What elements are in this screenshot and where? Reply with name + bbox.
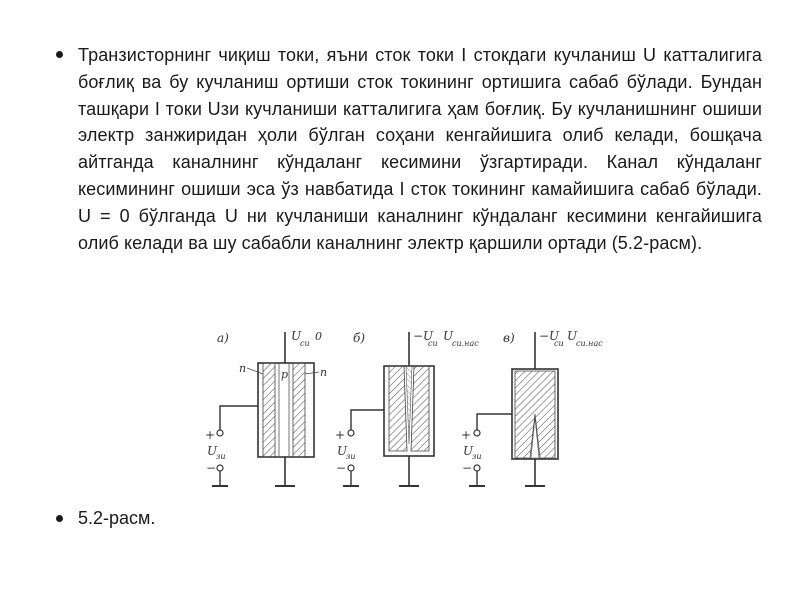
panel-b-top-label2: U bbox=[443, 329, 454, 343]
panel-b-u-label: U bbox=[337, 444, 348, 458]
bullet-item-paragraph bbox=[52, 42, 762, 256]
body-paragraph: Транзисторнинг чиқиш токи, яъни сток токи I стокдаги кучланиш U катталигига боғлиқ ва бу кучланиш ортиши сток токининг ортишига сабаб бўлади. Бундан ташқари I токи Uзи кучланиши катталигига ҳам боғлиқ. Бу кучланишнинг ошиши электр занжиридан ҳоли бўлган соҳани кенгайишига олиб келади, бошқача айтганда каналнинг кўндаланг кесимини ўзгартиради. Канал кўндаланг кесимининг ошиши эса ўз навбатида I сток токининг камайишига сабаб бўлади. U = 0 бўлганда U ни кучланиши каналнинг кўндаланг кесимини кенгайишига олиб келади ва шу сабабли каналнинг электр қаршили ортади (5.2-расм). bbox=[78, 45, 762, 253]
panel-c-gate-terminal-icon bbox=[474, 430, 480, 436]
panel-b-plus: + bbox=[335, 428, 346, 442]
panel-a-left-depletion bbox=[263, 363, 275, 457]
panel-b-top-sub: си bbox=[428, 339, 438, 348]
panel-c-gate-wire bbox=[477, 414, 512, 430]
panel-a-letter: a) bbox=[217, 331, 229, 345]
transistor-diagram bbox=[195, 326, 615, 496]
panel-c-top-sub: си bbox=[554, 339, 564, 348]
panel-b-left-depletion bbox=[389, 366, 407, 451]
panel-b-letter: б) bbox=[353, 331, 366, 345]
panel-a-right-n: n bbox=[320, 366, 328, 379]
panel-a-top-label: U bbox=[291, 329, 302, 343]
panel-c-minus: − bbox=[462, 461, 473, 475]
figure-5-2 bbox=[195, 326, 615, 496]
bullet-item-caption bbox=[52, 506, 155, 530]
panel-a-source-terminal-icon bbox=[217, 465, 223, 471]
panel-a-center-p: p bbox=[281, 368, 289, 381]
panel-a-u-sub: зи bbox=[216, 452, 226, 461]
panel-b-minus: − bbox=[336, 461, 347, 475]
panel-b-u-sub: зи bbox=[346, 452, 356, 461]
panel-a bbox=[205, 329, 327, 486]
panel-a-minus: − bbox=[206, 461, 217, 475]
panel-a-plus: + bbox=[205, 428, 216, 442]
bullet-dot-icon bbox=[56, 515, 63, 522]
panel-a-left-n: n bbox=[239, 362, 247, 375]
panel-b-top-sub2: си.нас bbox=[452, 339, 479, 348]
panel-b-top-label: −U bbox=[413, 329, 434, 343]
panel-a-gate-wire bbox=[220, 406, 258, 430]
bullet-list bbox=[52, 42, 762, 256]
bullet-dot-icon bbox=[56, 51, 63, 58]
panel-a-top-value: 0 bbox=[315, 330, 322, 343]
panel-b-gate-terminal-icon bbox=[348, 430, 354, 436]
panel-c-top-label: −U bbox=[539, 329, 560, 343]
panel-c-u-label: U bbox=[463, 444, 474, 458]
panel-c-plus: + bbox=[461, 428, 472, 442]
panel-a-top-sub: си bbox=[300, 339, 310, 348]
panel-b-right-depletion bbox=[411, 366, 429, 451]
panel-c-top-label2: U bbox=[567, 329, 578, 343]
panel-c-u-sub: зи bbox=[472, 452, 482, 461]
panel-b bbox=[335, 329, 479, 486]
panel-c-source-terminal-icon bbox=[474, 465, 480, 471]
panel-c-letter: в) bbox=[503, 331, 515, 345]
panel-c bbox=[461, 329, 603, 486]
panel-a-gate-terminal-icon bbox=[217, 430, 223, 436]
figure-caption: 5.2-расм. bbox=[78, 508, 156, 528]
panel-a-u-label: U bbox=[207, 444, 218, 458]
panel-b-gate-wire bbox=[351, 410, 384, 430]
panel-a-right-depletion bbox=[293, 363, 305, 457]
panel-c-top-sub2: си.нас bbox=[576, 339, 603, 348]
panel-b-source-terminal-icon bbox=[348, 465, 354, 471]
